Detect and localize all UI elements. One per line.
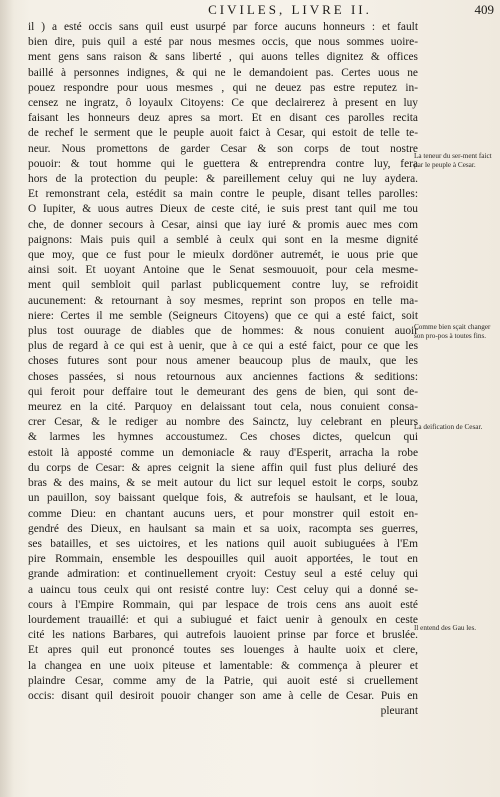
text-line: ses batailles, et ses uictoires, et les nations quil auoit subiuguées à l'Em <box>28 537 418 550</box>
text-line: aucunement: & retournant à soy mesmes, reprint son propos en telle ma- <box>28 294 418 307</box>
text-line: pire Rommain, ensemble les despouilles quil auoit apportées, le tout en <box>28 553 418 566</box>
text-line: plus tost ouurage de diables que de hommes: & nous conuient auoir <box>28 325 418 338</box>
text-line: comme Dieu: en chantant aucuns uers, et pour monstrer quil estoit en- <box>28 507 418 520</box>
margin-note-serment: La teneur du ser-ment faict par le peuple à Cesar. <box>414 152 492 169</box>
text-line: lourdement trauaillé: et qui a subiugué et faict uenir à genoulx en ceste <box>28 613 418 626</box>
text-line: O Iupiter, & uous autres Dieux de ceste cité, ie suis prest tant quil me tou <box>28 203 418 216</box>
text-line: cours à l'Empire Rommain, qui par lespace de trois cens ans auoit esté <box>28 598 418 611</box>
text-line: ment quil sembloit quil parlast publicquement contre luy, se refroidit <box>28 279 418 292</box>
text-line: ment gens sans raison & sans liberté , qui auons telles dignitez & offices <box>28 51 418 64</box>
text-line: grande admiration: et continuellement cryoit: Cestuy seul a esté celuy qui <box>28 568 418 581</box>
gutter-shadow <box>0 0 14 797</box>
text-line: qui feroit pour deffaire tout le demeurant des gens de bien, qui sont de- <box>28 385 418 398</box>
text-line: censez ne ingratz, ô loyaulx Citoyens: Ce que declairerez à present en luy <box>28 97 418 110</box>
text-line: la changea en une uoix piteuse et lamentable: & commença à pleurer et <box>28 659 418 672</box>
text-line: Et remonstrant cela, estédit sa main contre le peuple, disant telles parolles: <box>28 188 418 201</box>
margin-note-deification: La deification de Cesar. <box>414 423 483 431</box>
text-line: choses futures sont pour nous amener beaucoup plus de maulx, que les <box>28 355 418 368</box>
text-line: crer Cesar, & le rediger au nombre des Sainctz, luy celebrant en pleurs <box>28 416 418 429</box>
text-line: plus de regard à ce qui est à uenir, que à ce qui a esté faict, pour ce que les <box>28 340 418 353</box>
text-line: cité les nations Barbares, qui autrefois lauoient prinse par force et bruslée. <box>28 629 418 642</box>
text-line: du corps de Cesar: & apres ceignit la siene affin quil fust plus deliuré des <box>28 461 418 474</box>
text-line: hors de la protection du peuple: & pareillement celuy qui ne luy aydera. <box>28 173 418 186</box>
margin-note-propos: Comme bien sçait changer son pro-pos à toutes fins. <box>414 323 491 340</box>
text-line: & larmes les hymnes accoustumez. Ces choses dictes, quelcun qui <box>28 431 418 444</box>
text-line: que moy, que ce fust pour le mieulx dordöner autremét, ie uous prie que <box>28 249 418 262</box>
text-line: a uaincu tous ceulx qui ont resisté contre luy: Cest celuy qui a donné se- <box>28 583 418 596</box>
text-line: faisant les honneurs deuz apres sa mort. Et en disant ces parolles recita <box>28 112 418 125</box>
text-line: occis: disant quil desiroit pouoir changer son ame à celle de Cesar. Puis en <box>28 689 418 702</box>
text-line: ainsi soit. Et uoyant Antoine que le Senat sesmouuoit, pour cela mesme- <box>28 264 418 277</box>
text-line: plaindre Cesar, comme amy de la Patrie, qui auoit esté si cruellement <box>28 674 418 687</box>
text-line: bras & des mains, & se meit autour du lict sur lequel estoit le corps, soubz <box>28 477 418 490</box>
text-line: de rechef le serment que le peuple auoit faict à Cesar, qui estoit de telle te- <box>28 127 418 140</box>
text-line: bien dire, puis quil a esté par nous mesmes occis, que nous sommes uoire- <box>28 36 418 49</box>
text-line: Et apres quil eut prononcé toutes ses louenges à haulte uoix et clere, <box>28 644 418 657</box>
text-line: paignons: Mais puis quil a semblé à ceulx qui sont en la mesme dignité <box>28 233 418 246</box>
text-line: baillé à personnes indignes, & qui ne le demandoient pas. Certes uous ne <box>28 66 418 79</box>
margin-note-gaules: Il entend des Gau les. <box>414 624 477 632</box>
text-line: choses passées, si nous retournous aux anciennes factions & seditions: <box>28 370 418 383</box>
text-line: niere: Certes il me semble (Seigneurs Citoyens) que ce qui a esté faict, soit <box>28 309 418 322</box>
text-line: pouoir: & tout homme qui le guettera & entreprendra contre luy, fera <box>28 157 418 170</box>
body-text <box>28 20 418 719</box>
text-line: un pauillon, soy baissant quelque fois, & autrefois se haulsant, et le loua, <box>28 492 418 505</box>
text-line: che, de donner secours à Cesar, ainsi que iay iuré & promis auec mes com <box>28 218 418 231</box>
text-line: estoit là apposté comme un demoniacle & rauy d'Esperit, arracha la robe <box>28 446 418 459</box>
running-head: CIVILES, LIVRE II. <box>208 2 372 17</box>
text-line: neur. Nous promettons de garder Cesar & son corps de tout nostre <box>28 142 418 155</box>
text-line: pouez respondre pour uous mesmes , qui ne deuez pas estre reputez in- <box>28 81 418 94</box>
page-number: 409 <box>474 2 494 17</box>
text-line: meurez en la cité. Parquoy en delaissant tout cela, nous conuient consa- <box>28 401 418 414</box>
text-line: il ) a esté occis sans quil eust usurpé par force aucuns honneurs : et fault <box>28 21 418 33</box>
text-line: pleurant <box>380 705 418 718</box>
text-line: gendré des Dieux, en haulsant sa main et sa uoix, racompta ses guerres, <box>28 522 418 535</box>
